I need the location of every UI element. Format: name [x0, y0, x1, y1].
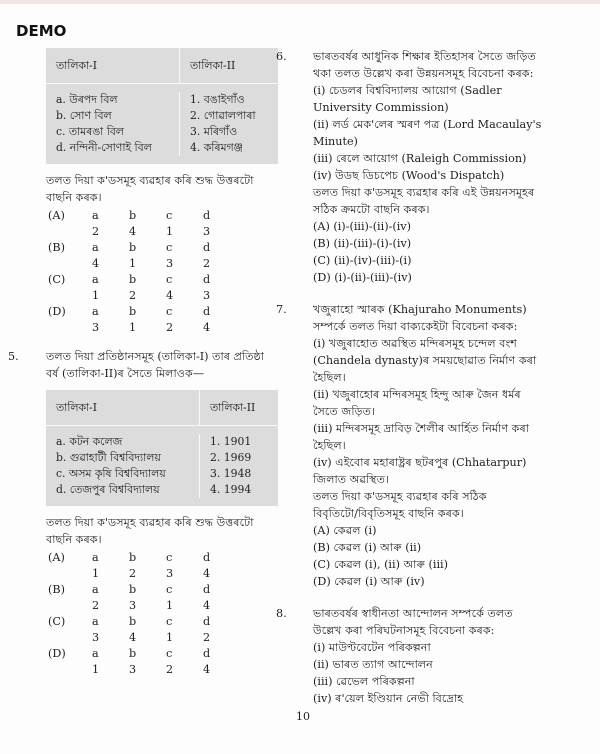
q4-option-a-values: 2 4 1 3: [92, 225, 211, 238]
right-column: [276, 48, 558, 707]
q8-line: (iv) ৰ'য়েল ইণ্ডিয়ান নেভী বিদ্ৰোহ: [313, 692, 463, 705]
q4-option-c[interactable]: (C) a b c d: [48, 273, 211, 286]
demo-label: DEMO: [16, 22, 67, 40]
q4-option-a[interactable]: (A) a b c d: [48, 209, 211, 222]
question-5: [8, 348, 286, 382]
q5-left-item: d. তেজপুৰ বিশ্ববিদ্যালয়: [56, 483, 160, 496]
q7-line: হৈছিল।: [313, 371, 346, 384]
q8-line: (i) মাউণ্টবেটেন পৰিকল্পনা: [313, 641, 431, 654]
q8-number: 8.: [276, 607, 287, 620]
q4-right-item: 1. বঙাইগাঁও: [190, 93, 245, 106]
q7-line: সম্পৰ্কে তলত দিয়া বাক্যকেইটা বিবেচনা কৰক:: [313, 320, 518, 333]
q7-line: (iv) এইবোৰ মহাৰাষ্ট্ৰৰ ছটৰপুৰ (Chhatarpur): [313, 456, 527, 469]
q4-right-item: 4. কৰিমগঞ্জ: [190, 141, 243, 154]
q7-line: হৈছিল।: [313, 439, 346, 452]
q4-instruction: তলত দিয়া ক'ডসমূহ ব্যৱহাৰ কৰি শুদ্ধ উত্তৰটো বাছনি কৰক।: [46, 174, 254, 204]
q8-line: উল্লেখ কৰা পৰিঘটনাসমূহ বিবেচনা কৰক:: [313, 624, 495, 637]
q6-option-a[interactable]: (A) (i)-(iii)-(ii)-(iv): [313, 220, 411, 233]
q6-line: (iv) উডছ ডিচপেচ (Wood's Dispatch): [313, 169, 505, 182]
q5-right-item: 2. 1969: [210, 451, 252, 464]
q7-line: (Chandela dynasty)ৰ সময়ছোৱাত নিৰ্মাণ কৰা: [313, 354, 537, 367]
q7-option-c[interactable]: (C) কেৱল (i), (ii) আৰু (iii): [313, 558, 449, 571]
q8-line: (iii) ৱেভেল পৰিকল্পনা: [313, 675, 415, 688]
q7-line: (iii) মন্দিৰসমূহ দ্ৰাবিড় শৈলীৰ আৰ্হিত নিৰ্মাণ কৰা: [313, 422, 530, 435]
q4-left-item: d. নন্দিনী-সোণাই বিল: [56, 141, 152, 154]
q4-left-item: b. সোণ বিল: [56, 109, 112, 122]
q4-table-header-2: তালিকা-II: [179, 48, 278, 83]
question-6: [276, 48, 558, 286]
q5-table-header-2: তালিকা-II: [199, 390, 278, 425]
q6-line: University Commission): [313, 101, 449, 114]
q5-text: বৰ্ষ (তালিকা-II)ৰ সৈতে মিলাওক—: [46, 367, 205, 380]
q6-line: সঠিক ক্ৰমটো বাছনি কৰক।: [313, 203, 430, 216]
q5-option-d-values: 1 3 2 4: [92, 663, 211, 676]
q6-option-b[interactable]: (B) (ii)-(iii)-(i)-(iv): [313, 237, 412, 250]
q7-option-a[interactable]: (A) কেৱল (i): [313, 524, 377, 537]
q5-table-header-1: তালিকা-I: [56, 401, 97, 414]
question-7: [276, 301, 558, 590]
q4-table-header-1: তালিকা-I: [56, 59, 97, 72]
q4-right-item: 3. মৰিগাঁও: [190, 125, 238, 138]
q5-instruction: তলত দিয়া ক'ডসমূহ ব্যৱহাৰ কৰি শুদ্ধ উত্তৰটো বাছনি কৰক।: [46, 516, 254, 546]
q5-number: 5.: [8, 350, 19, 363]
q6-option-c[interactable]: (C) (ii)-(iv)-(iii)-(i): [313, 254, 412, 267]
q7-line: বিবৃতিটো/বিবৃতিসমূহ বাছনি কৰক।: [313, 507, 464, 520]
q6-line: তলত দিয়া ক'ডসমূহ ব্যৱহাৰ কৰি এই উন্নয়নসমূহৰ: [313, 186, 535, 199]
q6-line: (iii) ৰেলে আয়োগ (Raleigh Commission): [313, 152, 527, 165]
q6-line: (i) চেডলৰ বিশ্ববিদ্যালয় আয়োগ (Sadler: [313, 84, 502, 97]
q7-line: (i) খজুৰাহোত অৱস্থিত মন্দিৰসমূহ চন্দেল বংশ: [313, 337, 517, 350]
q7-line: সৈতে জড়িত।: [313, 405, 375, 418]
q7-line: খজুৰাহো স্মাৰক (Khajuraho Monuments): [313, 303, 527, 316]
q4-match-table: [46, 48, 278, 164]
q4-options: [46, 208, 286, 336]
q5-right-item: 3. 1948: [210, 467, 252, 480]
q5-option-a[interactable]: (A) a b c d: [48, 551, 211, 564]
page-number: 10: [296, 710, 310, 723]
q7-number: 7.: [276, 303, 287, 316]
q4-option-b-values: 4 1 3 2: [92, 257, 211, 270]
q6-line: ভাৰতবৰ্ষৰ আধুনিক শিক্ষাৰ ইতিহাসৰ সৈতে জড়িত: [313, 50, 536, 63]
q4-option-d[interactable]: (D) a b c d: [48, 305, 211, 318]
q6-line: Minute): [313, 135, 358, 148]
q7-option-d[interactable]: (D) কেৱল (i) আৰু (iv): [313, 575, 425, 588]
q7-option-b[interactable]: (B) কেৱল (i) আৰু (ii): [313, 541, 422, 554]
q6-number: 6.: [276, 50, 287, 63]
q8-line: ভাৰতবৰ্ষৰ স্বাধীনতা আন্দোলন সম্পৰ্কে তলত: [313, 607, 513, 620]
q5-option-b[interactable]: (B) a b c d: [48, 583, 211, 596]
q7-line: (ii) খজুৰাহোৰ মন্দিৰসমূহ হিন্দু আৰু জৈন ধৰ্মৰ: [313, 388, 521, 401]
q7-line: তলত দিয়া ক'ডসমূহ ব্যৱহাৰ কৰি সঠিক: [313, 490, 487, 503]
q5-option-a-values: 1 2 3 4: [92, 567, 211, 580]
q4-left-item: c. তামৰঙা বিল: [56, 125, 124, 138]
question-8: [276, 605, 558, 707]
q8-line: (ii) ভাৰত ত্যাগ আন্দোলন: [313, 658, 433, 671]
q4-option-b[interactable]: (B) a b c d: [48, 241, 211, 254]
q4-option-d-values: 3 1 2 4: [92, 321, 211, 334]
q6-line: (ii) লৰ্ড মেক'লেৰ স্মৰণ পত্ৰ (Lord Macaulay's: [313, 118, 542, 131]
q5-right-item: 4. 1994: [210, 483, 252, 496]
q5-text: তলত দিয়া প্ৰতিষ্ঠানসমূহ (তালিকা-I) তাৰ প্ৰতিষ্ঠা: [46, 350, 265, 363]
q5-option-c[interactable]: (C) a b c d: [48, 615, 211, 628]
q4-left-item: a. উৰপদ বিল: [56, 93, 118, 106]
q6-line: থকা তলত উল্লেখ কৰা উন্নয়নসমূহ বিবেচনা কৰক:: [313, 67, 534, 80]
left-column: [8, 48, 286, 678]
q4-option-c-values: 1 2 4 3: [92, 289, 211, 302]
q5-option-b-values: 2 3 1 4: [92, 599, 211, 612]
q5-right-item: 1. 1901: [210, 435, 252, 448]
top-border: [0, 0, 600, 4]
q7-line: জিলাত অৱস্থিত।: [313, 473, 389, 486]
q5-left-item: a. কটন কলেজ: [56, 435, 123, 448]
q5-options: [46, 550, 286, 678]
q5-left-item: b. গুৱাহাটী বিশ্ববিদ্যালয়: [56, 451, 161, 464]
q4-right-item: 2. গোৱালপাৰা: [190, 109, 256, 122]
q6-option-d[interactable]: (D) (i)-(ii)-(iii)-(iv): [313, 271, 412, 284]
q5-match-table: [46, 390, 278, 506]
q5-option-d[interactable]: (D) a b c d: [48, 647, 211, 660]
q5-option-c-values: 3 4 1 2: [92, 631, 211, 644]
q5-left-item: c. অসম কৃষি বিশ্ববিদ্যালয়: [56, 467, 166, 480]
